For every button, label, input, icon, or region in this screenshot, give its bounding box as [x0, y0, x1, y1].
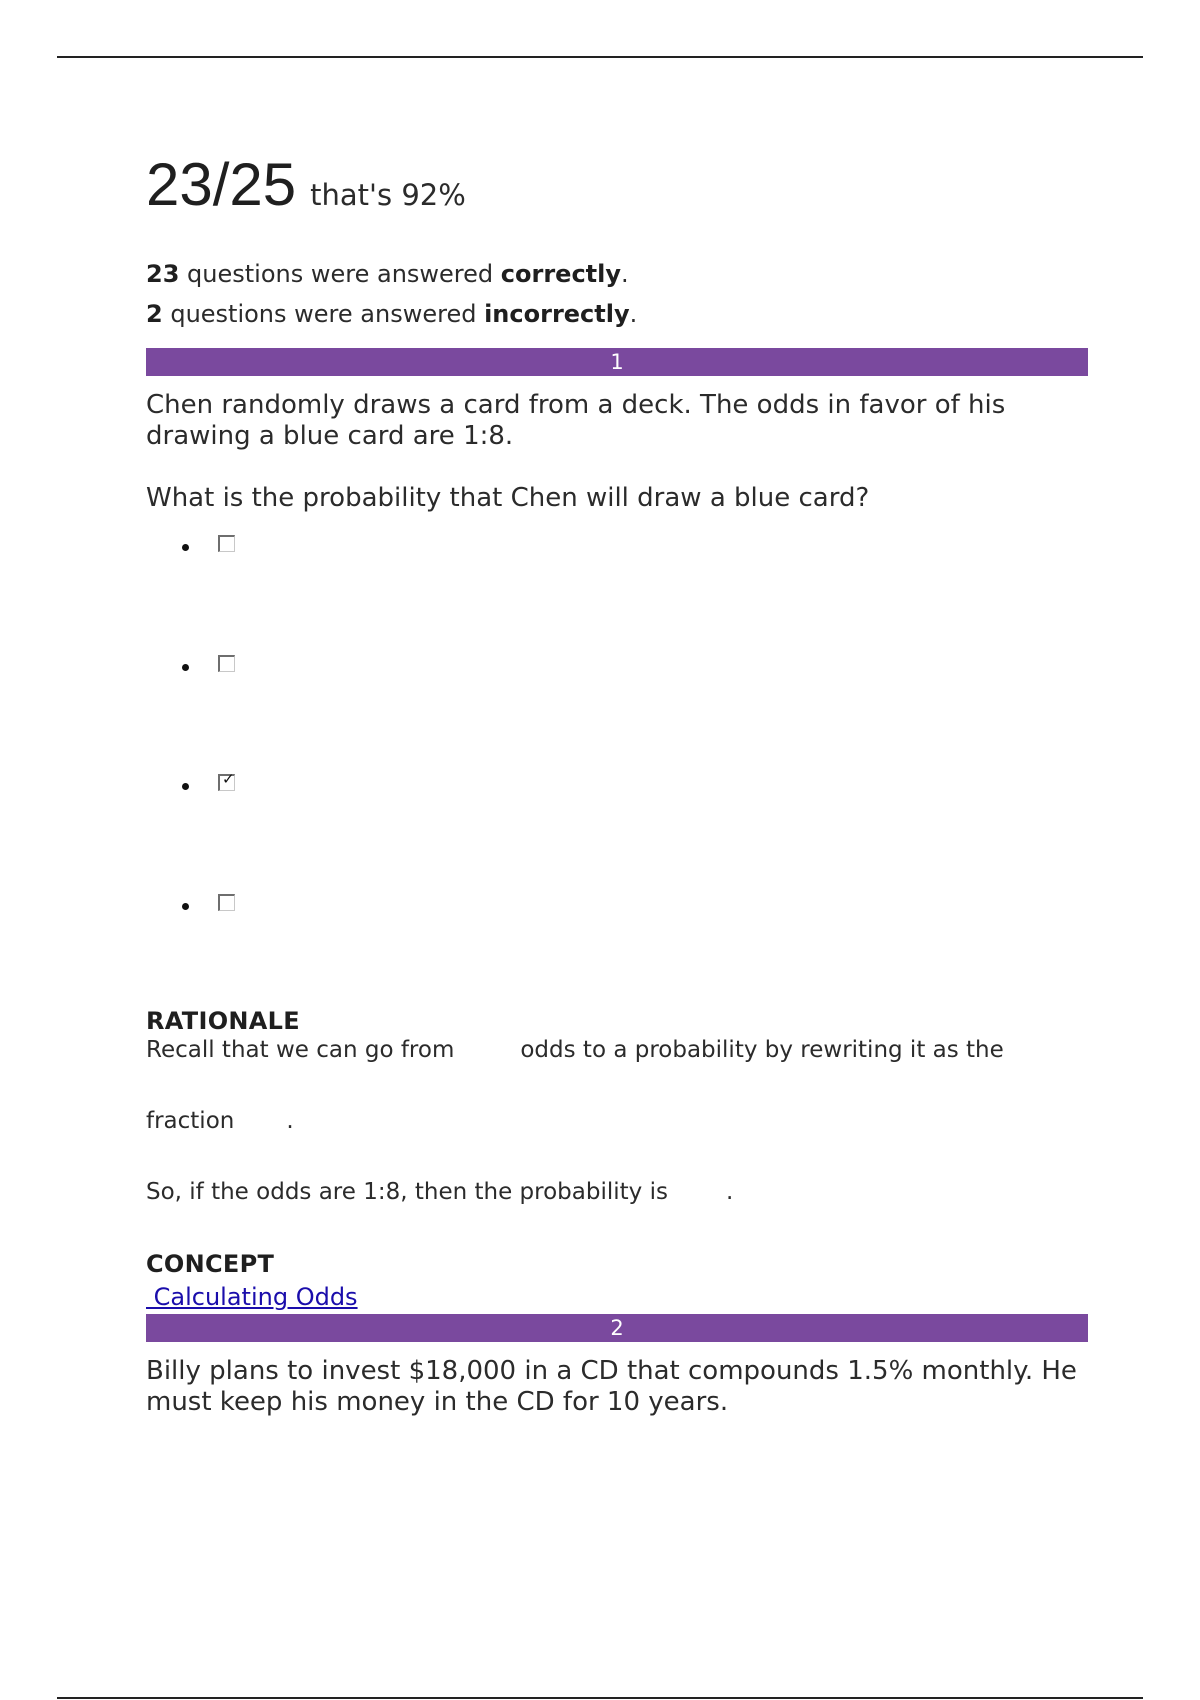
question-2-header-bar: 2 [146, 1314, 1088, 1342]
question-2-text: Billy plans to invest $18,000 in a CD that compounds 1.5% monthly. He must keep his money in the CD for 10 years. [146, 1356, 1077, 1417]
top-rule [57, 56, 1143, 58]
answer-checkbox[interactable] [218, 655, 235, 672]
bullet-icon [182, 544, 189, 551]
incorrect-summary [146, 300, 637, 328]
incorrect-word: incorrectly [484, 300, 630, 328]
checkmark-icon: ✓ [222, 770, 235, 788]
concept-link[interactable]: Calculating Odds [146, 1283, 358, 1311]
question-1-header-bar: 1 [146, 348, 1088, 376]
rationale-text: So, if the odds are 1:8, then the probability is [146, 1179, 668, 1205]
correct-summary-text: questions were answered [179, 260, 501, 288]
rationale-text: . [286, 1108, 294, 1134]
answer-option [146, 889, 346, 919]
correct-period: . [621, 260, 629, 288]
incorrect-period: . [629, 300, 638, 328]
score-percent: that's 92% [310, 178, 466, 212]
rationale-line-3 [146, 1179, 733, 1205]
bottom-rule [57, 1697, 1143, 1699]
rationale-text: . [725, 1179, 734, 1205]
incorrect-count: 2 [146, 300, 163, 328]
rationale-heading: RATIONALE [146, 1007, 300, 1035]
score-header [146, 150, 466, 219]
rationale-text: fraction [146, 1108, 235, 1134]
bullet-icon [182, 664, 189, 671]
rationale-text: odds to a probability by rewriting it as the [520, 1037, 1004, 1063]
incorrect-summary-text: questions were answered [162, 300, 485, 328]
rationale-text: Recall that we can go from [146, 1037, 455, 1063]
answer-option [146, 530, 346, 560]
answer-checkbox[interactable] [218, 535, 235, 552]
bullet-icon [182, 903, 189, 910]
answer-checkbox[interactable] [218, 770, 235, 791]
question-1-text: Chen randomly draws a card from a deck. The odds in favor of his drawing a blue card are 1:8. [146, 390, 1006, 451]
answer-option [146, 650, 346, 680]
rationale-line-2 [146, 1108, 294, 1134]
concept-heading: CONCEPT [146, 1250, 275, 1278]
rationale-line-1 [146, 1037, 1004, 1063]
correct-word: correctly [500, 260, 622, 288]
question-1-prompt: What is the probability that Chen will draw a blue card? [146, 483, 870, 513]
correct-summary [146, 260, 629, 288]
score-fraction: 23/25 [146, 151, 297, 218]
answer-option [146, 769, 346, 799]
correct-count: 23 [146, 260, 180, 288]
answer-checkbox[interactable] [218, 894, 235, 911]
bullet-icon [182, 783, 189, 790]
